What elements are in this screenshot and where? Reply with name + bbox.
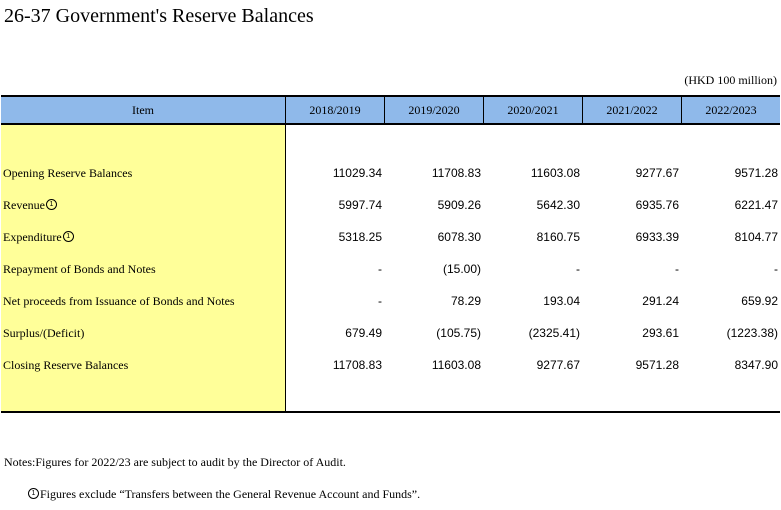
audit-note: Notes:Figures for 2022/23 are subject to audit by the Director of Audit. [4,455,346,469]
table-cell: 9571.28 [635,358,679,372]
table-cell: 9571.28 [734,166,778,180]
table-cell: 11603.08 [530,166,580,180]
table-row [1,259,780,279]
table-cell: 5642.30 [536,198,580,212]
header-year: 2022/2023 [705,103,757,117]
table-cell: 5909.26 [437,198,481,212]
column-divider [681,95,682,125]
table-cell: 11708.83 [332,358,382,372]
table-cell: 6935.76 [635,198,679,212]
table-cell: - [378,262,382,276]
unit-label: (HKD 100 million) [684,73,777,87]
header-item: Item [132,103,154,117]
row-label: Opening Reserve Balances [3,166,133,180]
table-row [1,227,780,247]
table-cell: 9277.67 [635,166,679,180]
table-cell: (2325.41) [528,326,580,340]
footnote-marker: 1 [63,231,74,242]
table-bottom-rule [1,411,780,413]
row-label: Net proceeds from Issuance of Bonds and Notes [3,294,235,308]
table-cell: 6221.47 [734,198,778,212]
table-cell: 5318.25 [338,230,382,244]
table-cell: 679.49 [345,326,382,340]
row-label: Surplus/(Deficit) [3,326,85,340]
table-cell: (1223.38) [726,326,778,340]
table-cell: 11029.34 [332,166,382,180]
table-row [1,355,780,375]
table-cell: 6078.30 [437,230,481,244]
table-row [1,195,780,215]
table-cell: - [378,294,382,308]
table-row [1,291,780,311]
table-cell: 9277.67 [536,358,580,372]
header-year: 2021/2022 [606,103,658,117]
column-divider [384,95,385,125]
table-cell: 293.61 [642,326,679,340]
header-year: 2018/2019 [309,103,361,117]
page-title: 26-37 Government's Reserve Balances [4,5,314,27]
footnote-marker: 1 [46,199,57,210]
table-cell: - [576,262,580,276]
table-cell: 291.24 [642,294,679,308]
table-cell: 8347.90 [734,358,778,372]
table-cell: 8160.75 [536,230,580,244]
table-cell: (15.00) [442,262,481,276]
row-label: Expenditure 1 [3,227,74,247]
table-cell: 6933.39 [635,230,679,244]
row-label: Closing Reserve Balances [3,358,129,372]
reserve-balances-table [1,95,780,413]
table-cell: 11708.83 [431,166,481,180]
row-label: Repayment of Bonds and Notes [3,262,156,276]
column-divider [582,95,583,125]
table-cell: 659.92 [741,294,778,308]
table-cell: (105.75) [436,326,481,340]
footnote-marker: 1 [28,488,39,499]
table-header [1,95,780,125]
table-cell: 11603.08 [431,358,481,372]
table-cell: 5997.74 [338,198,382,212]
table-row [1,163,780,183]
table-cell: 78.29 [450,294,481,308]
row-label: Revenue 1 [3,195,57,215]
column-divider [483,95,484,125]
table-cell: 8104.77 [734,230,778,244]
header-year: 2020/2021 [507,103,559,117]
table-row [1,323,780,343]
table-cell: - [774,262,778,276]
header-year: 2019/2020 [408,103,460,117]
footnote: 1 Figures exclude “Transfers between the General Revenue Account and Funds”. [28,487,420,502]
table-cell: - [675,262,679,276]
table-cell: 193.04 [543,294,580,308]
